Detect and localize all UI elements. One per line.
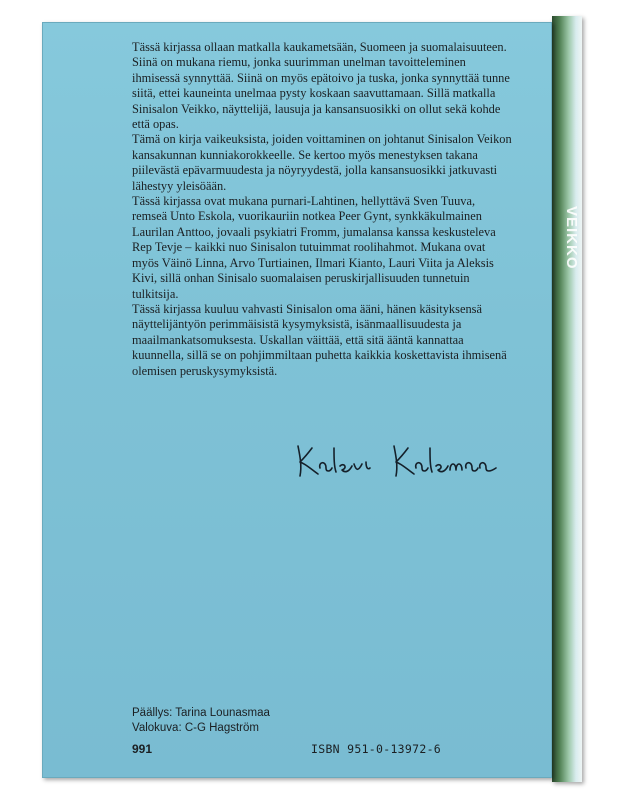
catalog-code: 991 [132, 742, 153, 756]
blurb-paragraph: Tässä kirjassa ollaan matkalla kaukametsään, Suomeen ja suomalaisuuteen. Siinä on mukana riemu, jonka suurimman unelman tavoitteleminen ihmisessä synnyttää. Siinä on myös epätoivo ja tuska, jonka synnyttää tunne siitä, ettei kauneinta unelmaa pysty koskaan saavuttamaan. Sillä matkalla Sinisalon Veikko, näyttelijä, lausuja ja kansansuosikki on ollut sekä kohde että opas. [132, 40, 510, 132]
blurb-text [132, 40, 512, 379]
book-spine [552, 16, 582, 782]
credits [132, 706, 270, 736]
cover-credit: Päällys: Tarina Lounasmaa [132, 707, 270, 719]
spine-title: VEIKKO [563, 206, 580, 270]
blurb-paragraph: Tässä kirjassa kuuluu vahvasti Sinisalon oma ääni, hänen käsityksensä näyttelijäntyön perimmäisistä kysymyksistä, isänmaallisuudesta ja maailmankatsomuksesta. Uskallan väittää, että sitä ääntä kannattaa kuunnella, sillä se on pohjimmiltaan puhetta kaikkia koskettavista ihmisenä olemisen peruskysymyksistä. [132, 301, 507, 378]
photo-credit: Valokuva: C-G Hagström [132, 722, 259, 734]
author-signature [290, 438, 500, 482]
blurb-paragraph: Tämä on kirja vaikeuksista, joiden voittaminen on johtanut Sinisalon Veikon kansakunnan kunniakorokkeelle. Se kertoo myös menestyksen takana piilevästä epävarmuudesta ja nöyryydestä, jolla kansansuosikki jatkuvasti lähestyy yleisöään. [132, 132, 512, 193]
blurb-paragraph: Tässä kirjassa ovat mukana purnari-Lahtinen, hellyttävä Sven Tuuva, remseä Unto Eskola, vuorikauriin notkea Peer Gynt, synkkäkulmainen Laurilan Anttoo, jovaali psykiatri Fromm, jumalansa kanssa keskusteleva Rep Tevje – kaikki nuo Sinisalon tutuimmat roolihahmot. Mukana ovat myös Väinö Linna, Arvo Turtiainen, Ilmari Kianto, Lauri Viita ja Aleksis Kivi, sillä onhan Sinisalo suomalaisen peruskirjallisuuden tunnetuin tulkitsija. [132, 194, 496, 301]
isbn: ISBN 951-0-13972-6 [311, 742, 442, 756]
